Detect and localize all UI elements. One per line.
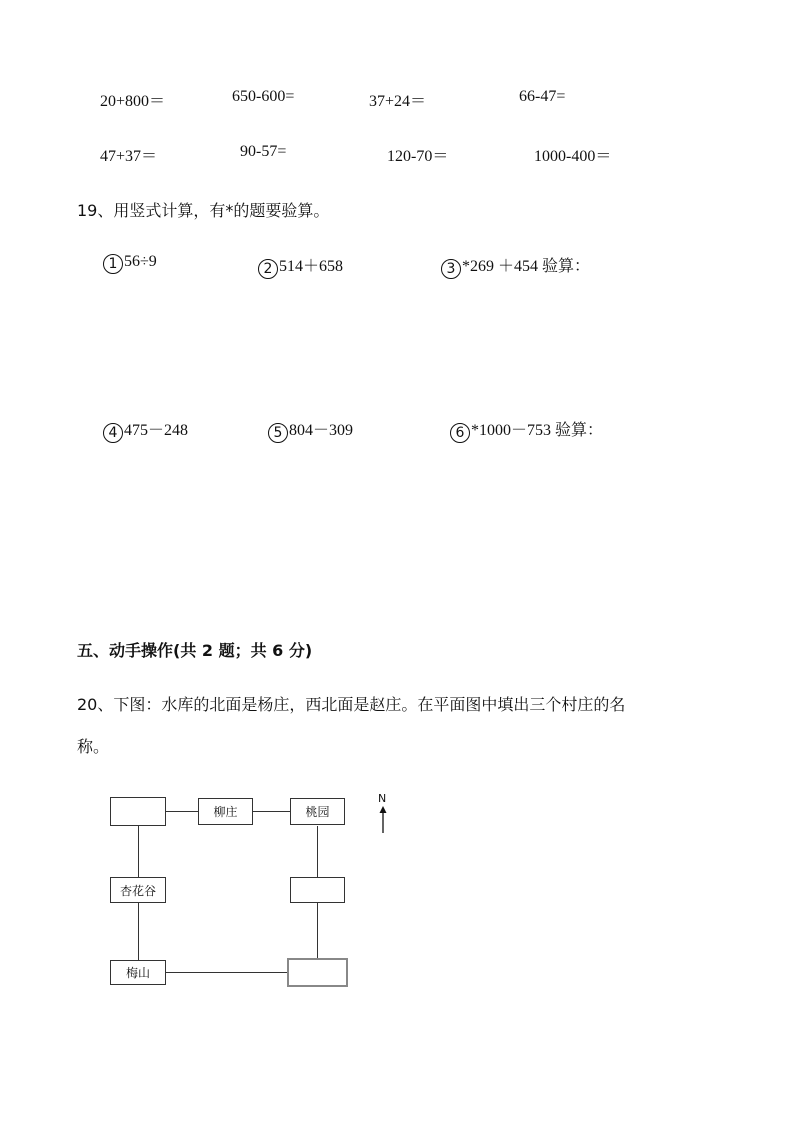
circled-number: 6	[450, 423, 470, 443]
map-road	[253, 811, 290, 812]
q19-item-5	[268, 417, 353, 443]
place-box-xinghuagu: 杏花谷	[110, 877, 166, 903]
oral-calc-5: 47+37＝	[100, 148, 158, 165]
q20-text-line1: 20、下图：水库的北面是杨庄，西北面是赵庄。在平面图中填出三个村庄的名	[77, 695, 626, 714]
q19-item-3	[441, 253, 590, 279]
q19-expr: 804－309	[289, 422, 354, 439]
north-label: N	[378, 792, 387, 805]
oral-calc-3: 37+24＝	[369, 93, 427, 110]
circled-number: 1	[103, 254, 123, 274]
q19-expr: 56÷9	[124, 253, 157, 270]
map-road	[166, 811, 198, 812]
oral-calc-8: 1000-400＝	[534, 148, 612, 165]
q19-item-6	[450, 417, 603, 443]
q20-text-line2: 称。	[77, 737, 110, 756]
map-road	[138, 826, 139, 878]
place-box-meishan: 梅山	[110, 960, 166, 985]
q19-item-1	[103, 253, 157, 274]
q19-expr: 514＋658	[279, 258, 344, 275]
q19-item-2	[258, 253, 343, 279]
place-box-blank[interactable]	[287, 958, 348, 987]
circled-number: 2	[258, 259, 278, 279]
map-road	[138, 903, 139, 961]
q19-expr: 475－248	[124, 422, 189, 439]
oral-calc-4: 66-47=	[519, 88, 566, 105]
section-heading: 五、动手操作(共 2 题；共 6 分)	[77, 641, 313, 660]
north-arrow-icon	[378, 806, 388, 834]
circled-number: 4	[103, 423, 123, 443]
oral-calc-6: 90-57=	[240, 143, 287, 160]
map-road	[317, 903, 318, 959]
place-box-liuzhuang: 柳庄	[198, 798, 253, 825]
map-road	[166, 972, 287, 973]
circled-number: 5	[268, 423, 288, 443]
q19-item-4	[103, 417, 188, 443]
oral-calc-7: 120-70＝	[387, 148, 449, 165]
circled-number: 3	[441, 259, 461, 279]
q19-prompt: 19、用竖式计算，有*的题要验算。	[77, 201, 330, 220]
oral-calc-1: 20+800＝	[100, 93, 166, 110]
oral-calc-2: 650-600=	[232, 88, 295, 105]
q19-expr: *269 ＋454 验算：	[462, 258, 591, 275]
place-box-blank[interactable]	[110, 797, 166, 826]
place-box-blank[interactable]	[290, 877, 345, 903]
place-box-taoyuan: 桃园	[290, 798, 345, 825]
map-road	[317, 826, 318, 878]
q19-expr: *1000－753 验算：	[471, 422, 604, 439]
